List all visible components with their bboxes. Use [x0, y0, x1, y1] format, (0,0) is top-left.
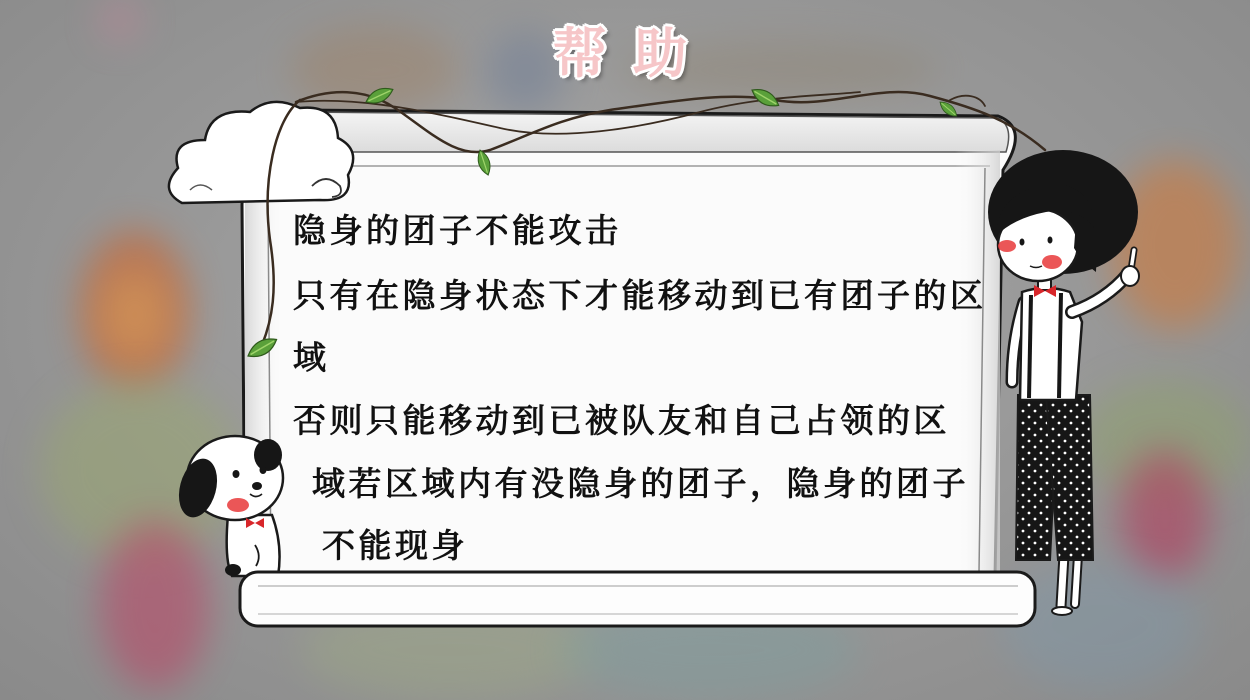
girl-suspender-right: [1059, 293, 1061, 398]
dog-nose: [252, 482, 262, 490]
girl-pants-right: [1046, 395, 1093, 560]
girl-left-cheek: [998, 240, 1016, 252]
girl-right-eye: [1048, 237, 1053, 244]
help-line-3: 域: [293, 338, 330, 377]
girl-character-icon: [988, 150, 1139, 615]
girl-foot: [1052, 607, 1072, 615]
girl-left-eye: [1020, 239, 1025, 246]
help-line-4: 否则只能移动到已被队友和自己占领的区: [293, 401, 950, 440]
dog-character-icon: [173, 436, 283, 576]
girl-right-cheek: [1042, 255, 1062, 269]
help-line-6: 不能现身: [322, 526, 468, 565]
dog-foot: [225, 564, 241, 576]
girl-right-leg-fill: [1075, 555, 1078, 604]
dog-left-eye: [233, 470, 240, 478]
girl-left-leg-fill: [1061, 555, 1064, 606]
girl-hand: [1121, 266, 1139, 286]
help-line-5: 域若区域内有没隐身的团子，隐身的团子: [312, 464, 969, 503]
girl-suspender-left: [1029, 295, 1031, 398]
help-line-1: 隐身的团子不能攻击: [293, 211, 622, 250]
help-title: 帮助: [553, 22, 713, 85]
dog-cheek: [227, 498, 249, 512]
scroll-roll-body: [240, 572, 1035, 626]
dog-right-eye: [260, 466, 267, 474]
scroll-roll: [240, 572, 1035, 626]
help-line-2: 只有在隐身状态下才能移动到已有团子的区: [293, 276, 987, 315]
dog-right-ear: [254, 439, 282, 471]
